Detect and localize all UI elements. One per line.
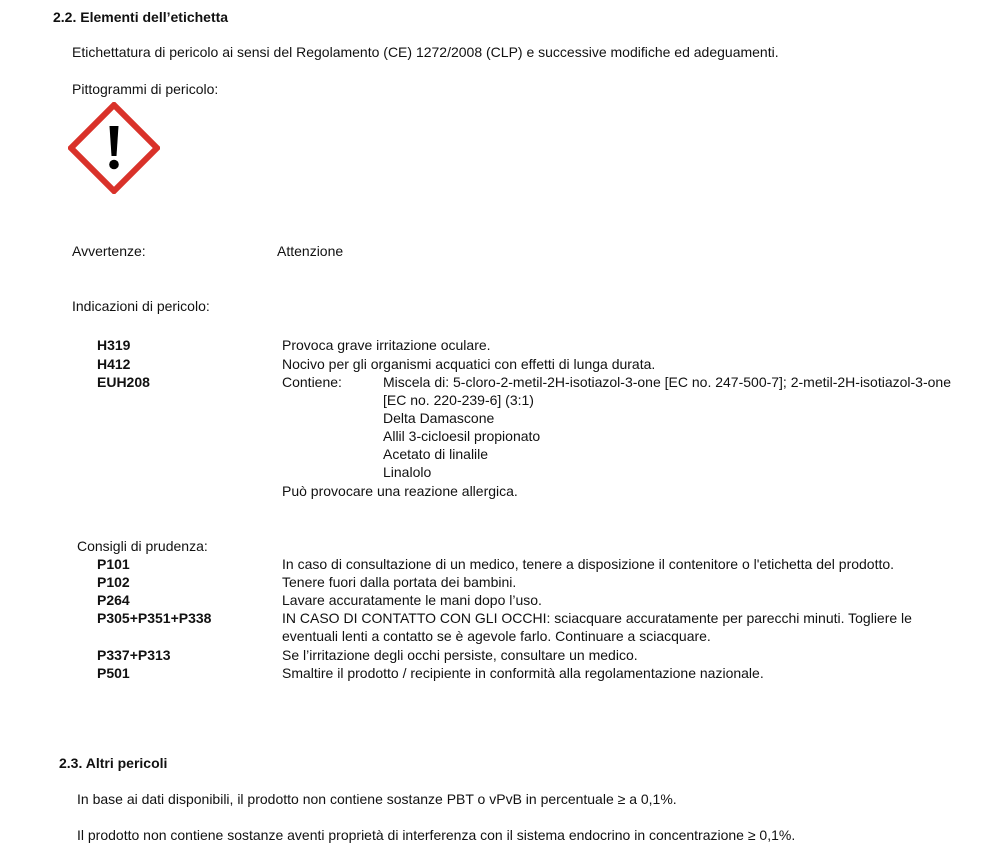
section-heading-2-2: 2.2. Elementi dell’etichetta xyxy=(53,9,229,25)
contains-item: Linalolo xyxy=(383,464,432,480)
precautionary-statements-label: Consigli di prudenza: xyxy=(77,538,208,554)
precaution-code-p501: P501 xyxy=(97,665,130,681)
hazard-code-euh208: EUH208 xyxy=(97,374,150,390)
contains-item: Delta Damascone xyxy=(383,410,495,426)
hazard-text-h319: Provoca grave irritazione oculare. xyxy=(282,337,491,353)
labelling-intro: Etichettatura di pericolo ai sensi del Regolamento (CE) 1272/2008 (CLP) e successive modifiche ed adeguamenti. xyxy=(72,44,779,60)
contains-item: [EC no. 220-239-6] (3:1) xyxy=(383,392,534,408)
allergy-note: Può provocare una reazione allergica. xyxy=(282,483,518,499)
contains-item: Acetato di linalile xyxy=(383,446,489,462)
pictograms-label: Pittogrammi di pericolo: xyxy=(72,81,219,97)
hazard-text-euh208: Contiene: xyxy=(282,374,342,390)
precaution-code-p305-p351-p338: P305+P351+P338 xyxy=(97,610,212,626)
precaution-text-p102: Tenere fuori dalla portata dei bambini. xyxy=(282,574,517,590)
precaution-text-p305-p351-p338-cont: eventuali lenti a contatto se è agevole farlo. Continuare a sciacquare. xyxy=(282,628,711,644)
hazard-statements-label: Indicazioni di pericolo: xyxy=(72,298,210,314)
precaution-code-p264: P264 xyxy=(97,592,130,608)
precaution-code-p101: P101 xyxy=(97,556,130,572)
pbt-vpvb-statement: In base ai dati disponibili, il prodotto non contiene sostanze PBT o vPvB in percentuale ≥ a 0,1%. xyxy=(77,791,677,807)
precaution-text-p101: In caso di consultazione di un medico, tenere a disposizione il contenitore o l'etichetta del prodotto. xyxy=(282,556,895,572)
precaution-text-p305-p351-p338: IN CASO DI CONTATTO CON GLI OCCHI: sciacquare accuratamente per parecchi minuti. Togliere le xyxy=(282,610,912,626)
signal-word: Attenzione xyxy=(277,243,344,259)
precaution-code-p337-p313: P337+P313 xyxy=(97,647,171,663)
exclamation-mark-diamond-icon xyxy=(68,102,160,194)
hazard-code-h412: H412 xyxy=(97,356,131,372)
precaution-code-p102: P102 xyxy=(97,574,130,590)
hazard-text-h412: Nocivo per gli organismi acquatici con effetti di lunga durata. xyxy=(282,356,656,372)
contains-item: Allil 3-cicloesil propionato xyxy=(383,428,541,444)
precaution-text-p501: Smaltire il prodotto / recipiente in conformità alla regolamentazione nazionale. xyxy=(282,665,764,681)
signal-word-label: Avvertenze: xyxy=(72,243,146,259)
endocrine-statement: Il prodotto non contiene sostanze aventi proprietà di interferenza con il sistema endocrino in concentrazione ≥ 0,1%. xyxy=(77,827,796,843)
hazard-code-h319: H319 xyxy=(97,337,131,353)
precaution-text-p264: Lavare accuratamente le mani dopo l’uso. xyxy=(282,592,542,608)
contains-item: Miscela di: 5-cloro-2-metil-2H-isotiazol-3-one [EC no. 247-500-7]; 2-metil-2H-isotiazol-3-one xyxy=(383,374,951,390)
section-heading-2-3: 2.3. Altri pericoli xyxy=(59,755,168,771)
precaution-text-p337-p313: Se l’irritazione degli occhi persiste, consultare un medico. xyxy=(282,647,638,663)
